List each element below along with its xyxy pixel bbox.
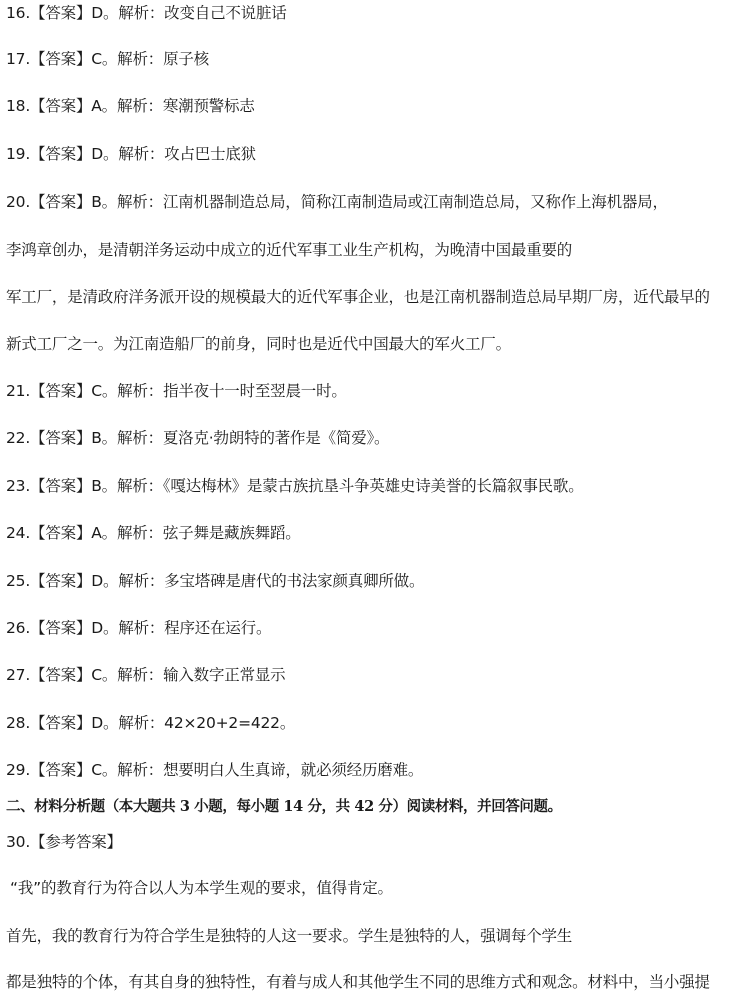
answer-26: 26.【答案】D。解析：程序还在运行。 [6,619,272,637]
answer-20-line-4: 新式工厂之一。为江南造船厂的前身，同时也是近代中国最大的军火工厂。 [6,335,511,353]
answer-22: 22.【答案】B。解析：夏洛克·勃朗特的著作是《简爱》。 [6,429,390,447]
answer-17: 17.【答案】C。解析：原子核 [6,50,209,68]
answer-30-paragraph-1: “我”的教育行为符合以人为本学生观的要求，值得肯定。 [10,879,393,897]
answer-18: 18.【答案】A。解析：寒潮预警标志 [6,97,255,115]
answer-24: 24.【答案】A。解析：弦子舞是藏族舞蹈。 [6,524,301,542]
answer-29: 29.【答案】C。解析：想要明白人生真谛，就必须经历磨难。 [6,761,424,779]
answer-20-line-3: 军工厂，是清政府洋务派开设的规模最大的近代军事企业，也是江南机器制造总局早期厂房，近代最早的 [6,288,710,306]
answer-30-paragraph-2-line-1: 首先，我的教育行为符合学生是独特的人这一要求。学生是独特的人，强调每个学生 [6,927,573,945]
answer-25: 25.【答案】D。解析：多宝塔碑是唐代的书法家颜真卿所做。 [6,572,425,590]
answer-30-header: 30.【参考答案】 [6,833,122,851]
answer-27: 27.【答案】C。解析：输入数字正常显示 [6,666,286,684]
answer-20-line-1: 20.【答案】B。解析：江南机器制造总局，简称江南制造局或江南制造总局，又称作上海机器局， [6,193,668,211]
section-heading: 二、材料分析题（本大题共 3 小题，每小题 14 分，共 42 分）阅读材料，并回答问题。 [6,798,562,815]
answer-21: 21.【答案】C。解析：指半夜十一时至翌晨一时。 [6,382,347,400]
answer-20-line-2: 李鸿章创办，是清朝洋务运动中成立的近代军事工业生产机构，为晚清中国最重要的 [6,241,573,259]
answer-16: 16.【答案】D。解析：改变自己不说脏话 [6,4,287,22]
answer-19: 19.【答案】D。解析：攻占巴士底狱 [6,145,256,163]
answer-28: 28.【答案】D。解析：42×20+2=422。 [6,714,296,732]
answer-23: 23.【答案】B。解析：《嘎达梅林》是蒙古族抗垦斗争英雄史诗美誉的长篇叙事民歌。 [6,477,584,495]
answer-30-paragraph-2-line-2: 都是独特的个体，有其自身的独特性，有着与成人和其他学生不同的思维方式和观念。材料中，当小强提 [6,973,710,991]
